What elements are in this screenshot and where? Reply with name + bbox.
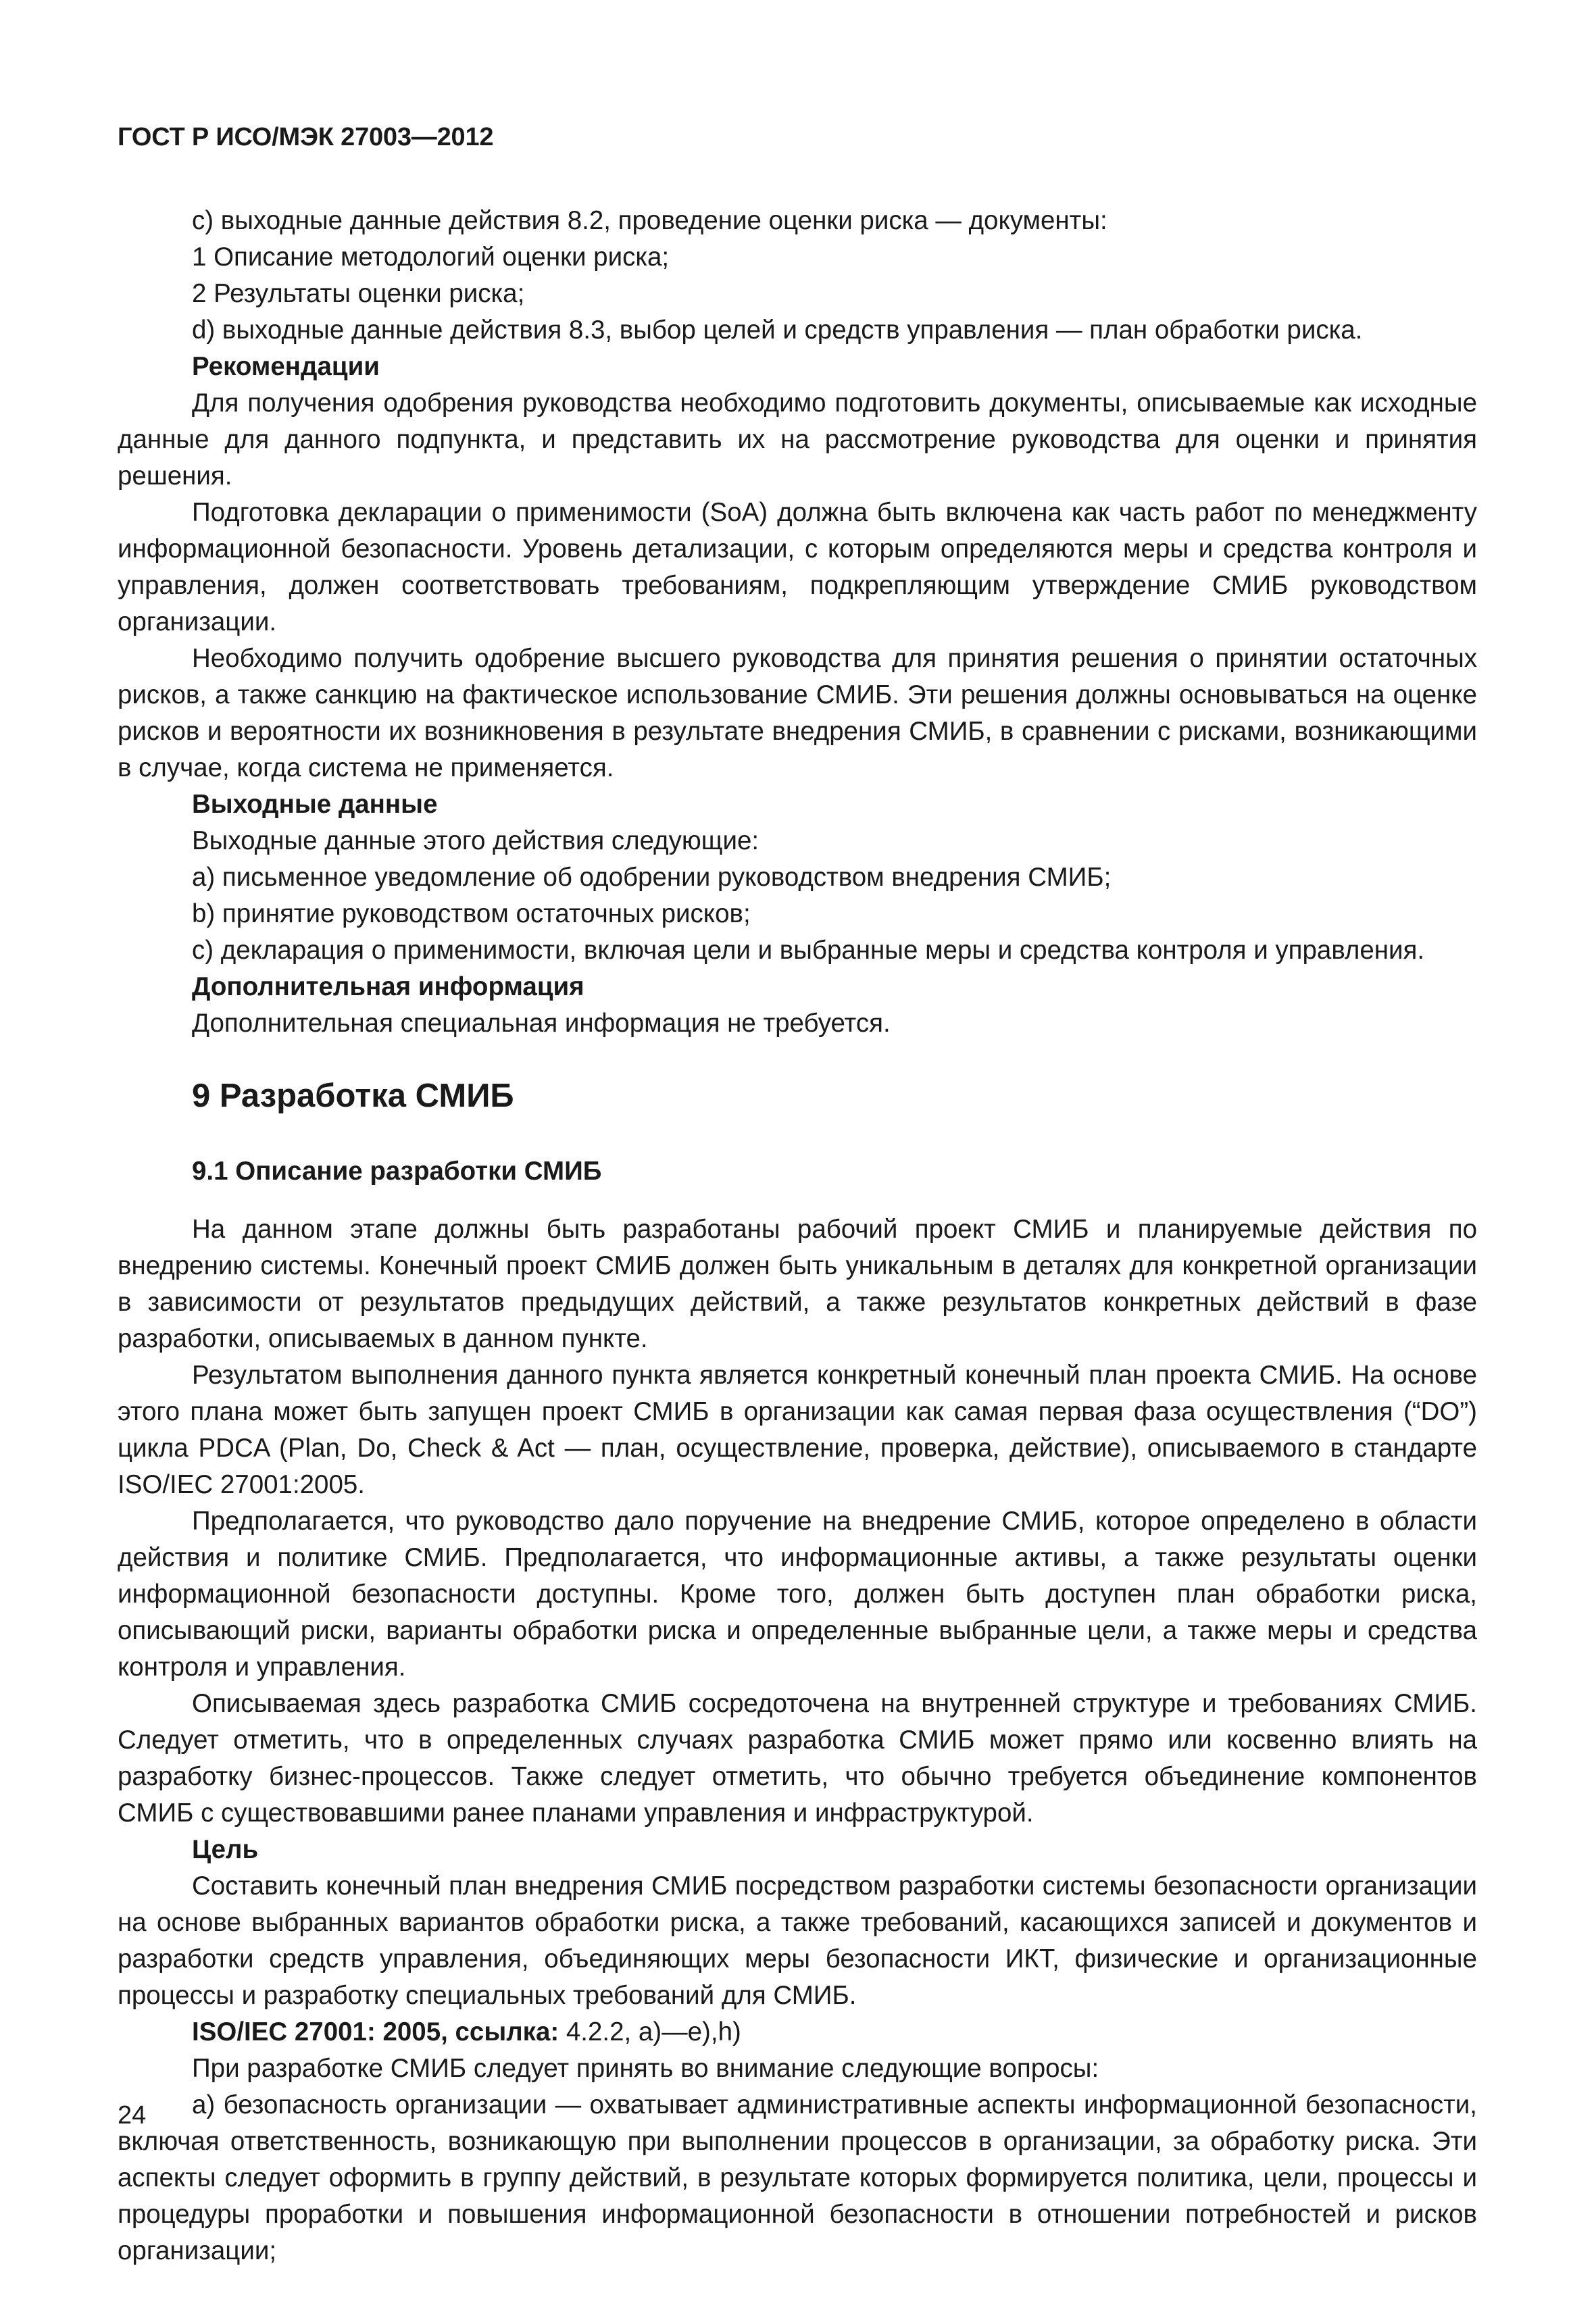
paragraph: Выходные данные этого действия следующие: — [192, 826, 759, 855]
goal-heading: Цель — [192, 1835, 259, 1864]
paragraph: Составить конечный план внедрения СМИБ посредством разработки системы безопасности организации на основе выбранных вариантов обработки риска, а также требований, касающихся записей и документов и разработки средств управления, объединяющих меры безопасности ИКТ, физические и организационные процессы и разработку специальных требований для СМИБ. — [118, 1871, 1477, 2010]
document-header: ГОСТ Р ИСО/МЭК 27003—2012 — [118, 123, 494, 151]
document-body — [118, 203, 1477, 2269]
list-item: 1 Описание методологий оценки риска; — [192, 243, 670, 272]
paragraph: c) выходные данные действия 8.2, проведение оценки риска — документы: — [192, 206, 1107, 235]
paragraph: Необходимо получить одобрение высшего руководства для принятия решения о принятии остаточных рисков, а также санкцию на фактическое использование СМИБ. Эти решения должны основываться на оценке рисков и вероятности их возникновения в результате внедрения СМИБ, в сравнении с рисками, возникающими в случае, когда система не применяется. — [118, 644, 1477, 782]
paragraph: На данном этапе должны быть разработаны рабочий проект СМИБ и планируемые действия по внедрению системы. Конечный проект СМИБ должен быть уникальным в деталях для конкретной организации в зависимости от результатов предыдущих действий, а также результатов конкретных действий в фазе разработки, описываемых в данном пункте. — [118, 1215, 1477, 1353]
paragraph: При разработке СМИБ следует принять во внимание следующие вопросы: — [192, 2054, 1099, 2083]
page-number: 24 — [118, 2101, 147, 2130]
subsection-title: 9.1 Описание разработки СМИБ — [192, 1157, 602, 1186]
list-item: а) безопасность организации — охватывает административные аспекты информационной безопасности, включая ответственность, возникающую при выполнении процессов в организации, за обработку риска. Эти аспекты следует оформить в группу действий, в результате которых формируется политика, цели, процессы и процедуры проработки и повышения информационной безопасности в отношении потребностей и рисков организации; — [118, 2090, 1477, 2265]
list-item: b) принятие руководством остаточных рисков; — [192, 899, 751, 928]
paragraph: Результатом выполнения данного пункта является конкретный конечный план проекта СМИБ. На основе этого плана может быть запущен проект СМИБ в организации как самая первая фаза осуществления (“DO”) цикла PDCA (Plan, Do, Check & Act — план, осуществление, проверка, действие), описываемого в стандарте ISO/IEC 27001:2005. — [118, 1361, 1477, 1499]
section-title: 9 Разработка СМИБ — [192, 1078, 514, 1114]
reference-bold: ISO/IEC 27001: 2005, ссылка: — [192, 2017, 559, 2046]
paragraph: Предполагается, что руководство дало поручение на внедрение СМИБ, которое определено в области действия и политике СМИБ. Предполагается, что информационные активы, а также результаты оценки информационной безопасности доступны. Кроме того, должен быть доступен план обработки риска, описывающий риски, варианты обработки риска и определенные выбранные цели, а также меры и средства контроля и управления. — [118, 1507, 1477, 1682]
paragraph: Подготовка декларации о применимости (SoA) должна быть включена как часть работ по менеджменту информационной безопасности. Уровень детализации, с которым определяются меры и средства контроля и управления, должен соответствовать требованиям, подкрепляющим утверждение СМИБ руководством организации. — [118, 498, 1477, 636]
output-heading: Выходные данные — [192, 790, 438, 819]
paragraph: Дополнительная специальная информация не требуется. — [192, 1009, 891, 1038]
paragraph: Для получения одобрения руководства необходимо подготовить документы, описываемые как исходные данные для данного подпункта, и представить их на рассмотрение руководства для оценки и принятия решения. — [118, 388, 1477, 491]
reference-line — [118, 2014, 1477, 2051]
recommendations-heading: Рекомендации — [192, 352, 380, 381]
list-item: а) письменное уведомление об одобрении руководством внедрения СМИБ; — [192, 863, 1112, 892]
list-item: 2 Результаты оценки риска; — [192, 279, 525, 308]
paragraph: Описываемая здесь разработка СМИБ сосредоточена на внутренней структуре и требованиях СМИБ. Следует отметить, что в определенных случаях разработка СМИБ может прямо или косвенно влиять на разработку бизнес-процессов. Также следует отметить, что обычно требуется объединение компонентов СМИБ с существовавшими ранее планами управления и инфраструктурой. — [118, 1689, 1477, 1828]
reference-text: 4.2.2, а)—е),h) — [559, 2017, 741, 2046]
paragraph: d) выходные данные действия 8.3, выбор целей и средств управления — план обработки риска. — [192, 316, 1363, 345]
list-item: с) декларация о применимости, включая цели и выбранные меры и средства контроля и управления. — [192, 936, 1425, 965]
additional-info-heading: Дополнительная информация — [192, 972, 584, 1001]
